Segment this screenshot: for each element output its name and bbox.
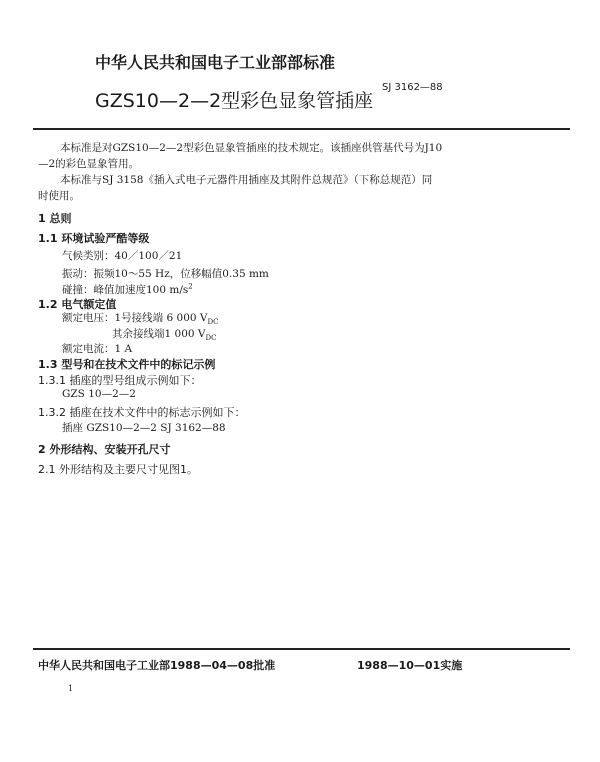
issuing-organization: 中华人民共和国电子工业部部标准	[95, 53, 336, 72]
intro-paragraph-1b: —2的彩色显象管用。	[38, 158, 140, 170]
rated-voltage-terminal-1	[62, 310, 218, 326]
footer-rule	[33, 648, 570, 650]
implementation-date: 1988—10—01实施	[357, 659, 463, 672]
header-rule	[33, 128, 570, 130]
rated-voltage-other-terminals-text: 其余接线端1 000 V	[112, 328, 206, 340]
standard-title: GZS10—2—2型彩色显象管插座	[95, 90, 374, 112]
rated-voltage-terminal-1-text: 额定电压：1号接线端 6 000 V	[62, 312, 208, 324]
vibration-spec: 振动：振频10～55 Hz，位移幅值0.35 mm	[62, 268, 269, 280]
intro-paragraph-2b: 时使用。	[38, 190, 80, 202]
section-1-3-2: 1.3.2 插座在技术文件中的标志示例如下：	[38, 406, 246, 419]
section-2-heading: 2 外形结构、安装开孔尺寸	[38, 443, 171, 456]
bump-spec	[62, 282, 193, 297]
intro-paragraph-1a: 本标准是对GZS10—2—2型彩色显象管插座的技术规定。该插座供管基代号为J10	[60, 142, 443, 154]
rated-voltage-terminal-1-unit: DC	[207, 318, 219, 327]
standard-code: SJ 3162—88	[382, 82, 443, 93]
rated-voltage-other-terminals	[112, 326, 216, 342]
section-1-2-heading: 1.2 电气额定值	[38, 298, 117, 311]
section-1-heading: 1 总则	[38, 212, 72, 225]
marking-example: 插座 GZS10—2—2 SJ 3162—88	[62, 422, 226, 434]
section-1-3-1: 1.3.1 插座的型号组成示例如下：	[38, 374, 202, 387]
rated-voltage-other-terminals-unit: DC	[205, 334, 217, 343]
model-example: GZS 10—2—2	[62, 388, 136, 400]
section-1-3-heading: 1.3 型号和在技术文件中的标记示例	[38, 358, 216, 371]
bump-spec-exponent: 2	[188, 282, 193, 291]
bump-spec-text: 碰撞：峰值加速度100 m/s	[62, 284, 189, 296]
intro-paragraph-2a: 本标准与SJ 3158《插入式电子元器件用插座及其附件总规范》（下称总规范）同	[60, 174, 433, 186]
section-1-1-heading: 1.1 环境试验严酷等级	[38, 232, 150, 245]
approval-date: 中华人民共和国电子工业部1988—04—08批准	[38, 659, 276, 672]
rated-current: 额定电流：1 A	[62, 343, 133, 355]
page-mark: 1	[68, 684, 74, 693]
section-2-1: 2.1 外形结构及主要尺寸见图1。	[38, 463, 198, 476]
climate-category: 气候类别：40／100／21	[62, 250, 183, 262]
